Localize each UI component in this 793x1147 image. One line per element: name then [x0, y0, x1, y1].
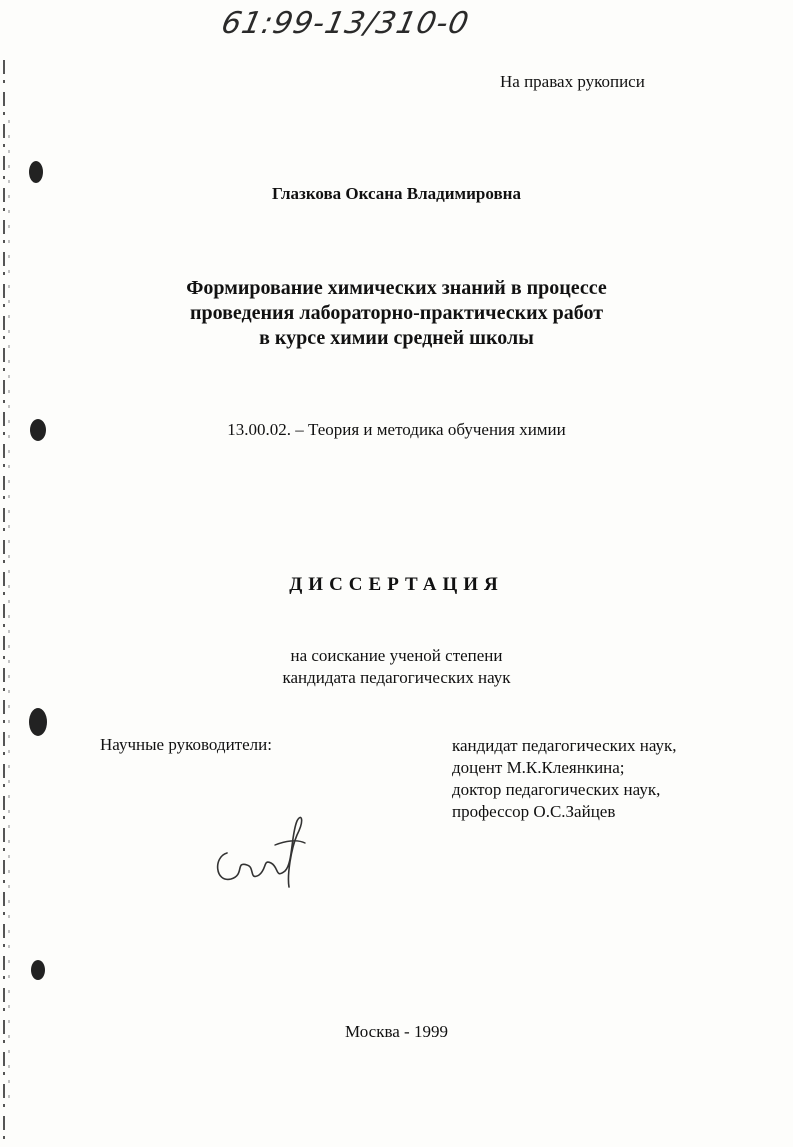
- city-year: Москва - 1999: [345, 1022, 448, 1041]
- title-line: проведения лабораторно-практических работ: [189, 302, 604, 324]
- dissertation-title: [0, 276, 793, 351]
- degree-line: кандидата педагогических наук: [282, 668, 511, 687]
- specialty-code: 13.00.02. – Теория и методика обучения химии: [227, 420, 566, 439]
- degree-line: на соискание ученой степени: [290, 646, 503, 665]
- title-line: Формирование химических знаний в процессе: [186, 277, 607, 299]
- supervisors-list: [452, 735, 677, 823]
- supervisors-label: Научные руководители:: [100, 735, 272, 754]
- author-name: Глазкова Оксана Владимировна: [272, 184, 521, 203]
- signature-icon: [205, 805, 315, 895]
- supervisor-line: кандидат педагогических наук,: [452, 736, 677, 755]
- document-type: ДИССЕРТАЦИЯ: [289, 574, 504, 595]
- supervisor-line: профессор О.С.Зайцев: [452, 802, 616, 821]
- title-line: в курсе химии средней школы: [259, 327, 534, 349]
- supervisor-line: доктор педагогических наук,: [452, 780, 661, 799]
- supervisor-line: доцент М.К.Клеянкина;: [452, 758, 625, 777]
- degree-statement: [0, 645, 793, 689]
- archive-code: 61:99-13/310-0: [218, 6, 473, 41]
- rights-note: На правах рукописи: [500, 72, 645, 91]
